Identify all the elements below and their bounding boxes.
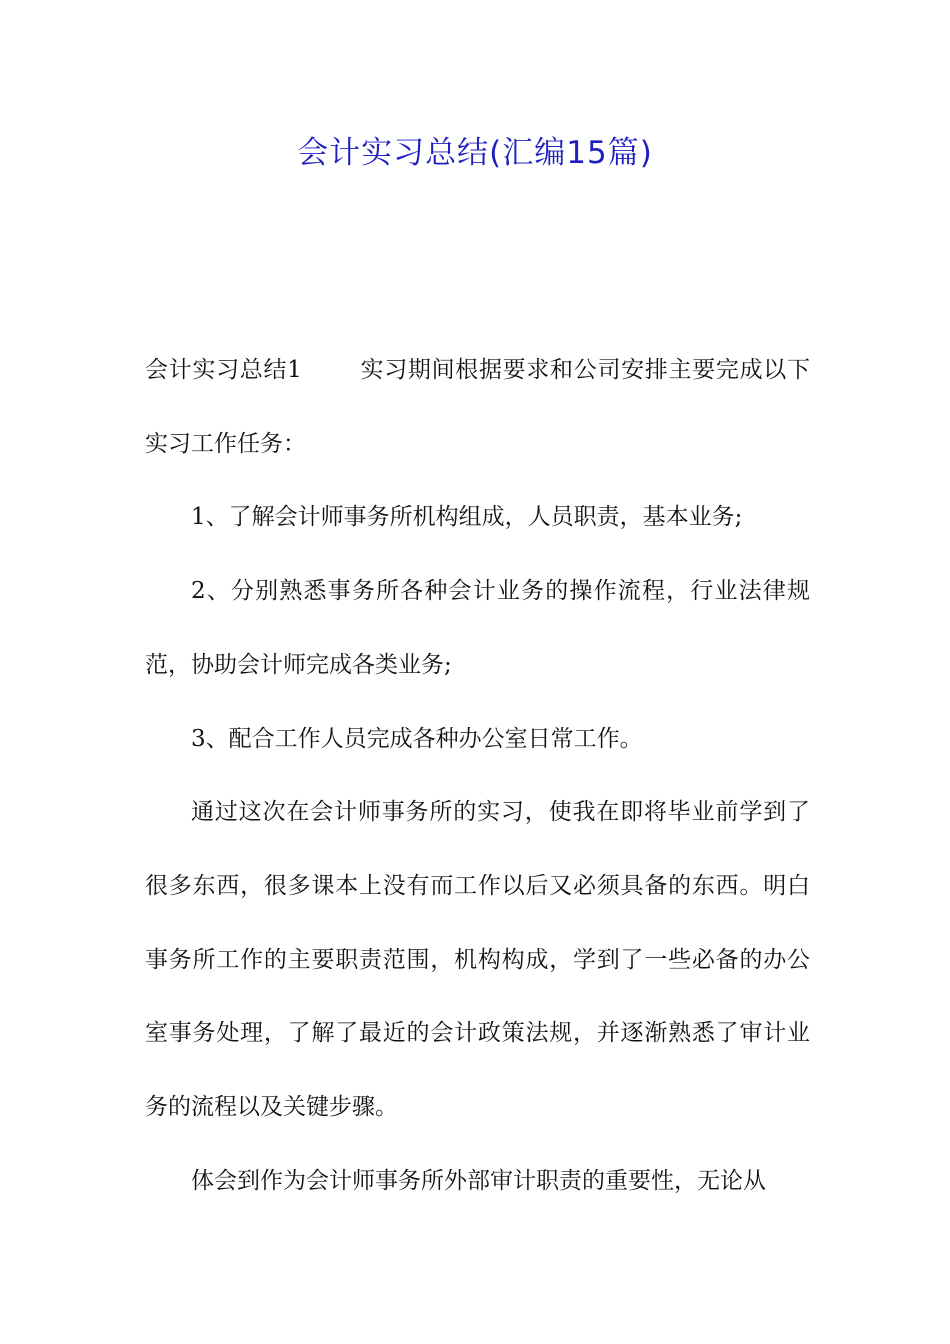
intro-text: 实习期间根据要求和公司安排主要完成以下实习工作任务： [145, 357, 811, 457]
list-item-3: 3、配合工作人员完成各种办公室日常工作。 [191, 725, 643, 752]
paragraph-intro [145, 334, 810, 481]
paragraph-2: 体会到作为会计师事务所外部审计职责的重要性，无论从 [191, 1167, 766, 1194]
section-heading: 会计实习总结1 [145, 357, 302, 383]
list-item-2: 2、分别熟悉事务所各种会计业务的操作流程，行业法律规范，协助会计师完成各类业务; [145, 578, 810, 678]
list-item-1: 1、了解会计师事务所机构组成，人员职责，基本业务; [191, 504, 743, 531]
paragraph-1: 通过这次在会计师事务所的实习，使我在即将毕业前学到了很多东西，很多课本上没有而工作以后又必须具备的东西。明白事务所工作的主要职责范围，机构构成，学到了一些必备的办公室事务处理，了解了最近的会计政策法规，并逐渐熟悉了审计业务的流程以及关键步骤。 [145, 799, 810, 1121]
document-body [145, 334, 810, 1218]
document-title: 会计实习总结(汇编15篇) [297, 135, 653, 171]
